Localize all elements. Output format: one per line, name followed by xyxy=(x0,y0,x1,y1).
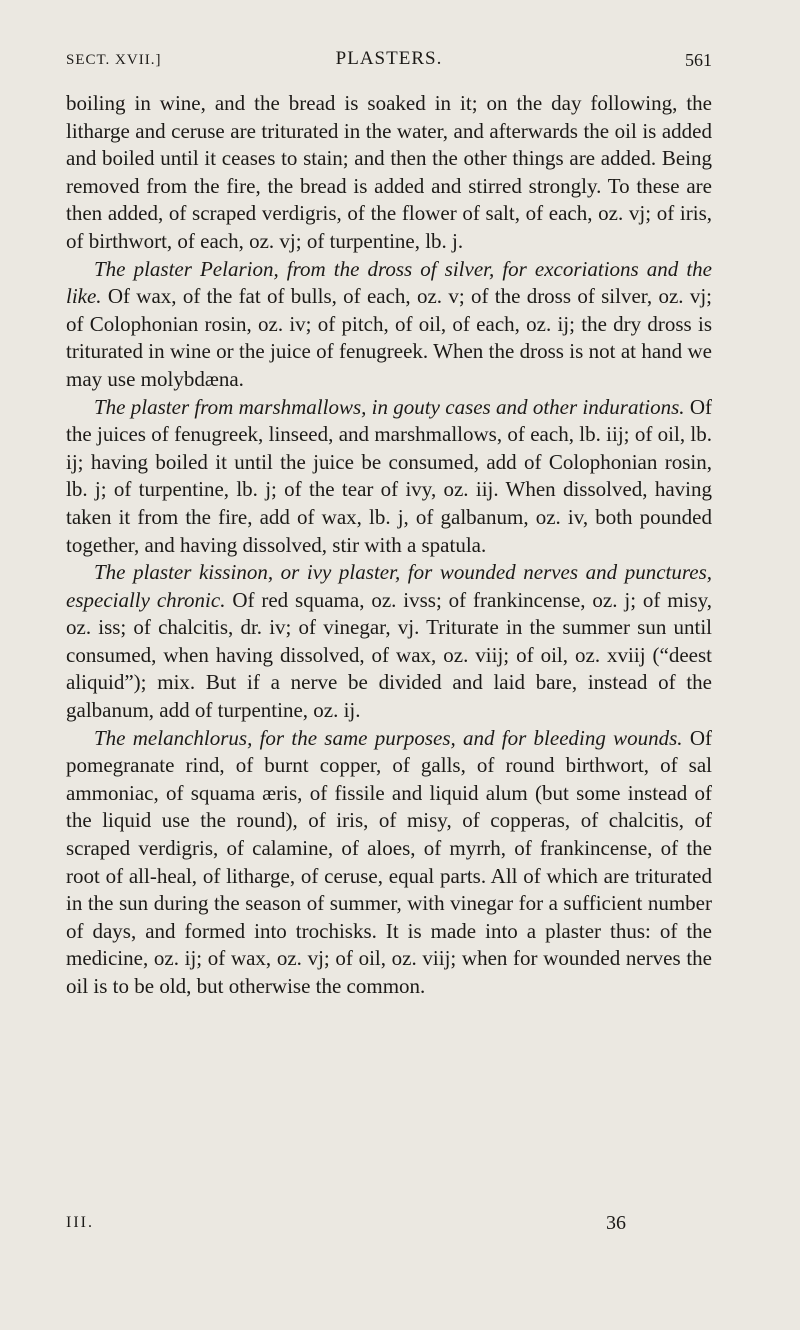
paragraph-text: Of the juices of fenugreek, linseed, and marshmallows, of each, lb. iij; of oil, lb. ij; having boiled it until the juice be consumed, add of Colophonian rosin, lb. j; of turpentine, lb. j; of the tear of ivy, oz. iij. When dissolved, having taken it from the fire, add of wax, lb. j, of galbanum, oz. iv, both pounded together, and having dissolved, stir with a spatula. xyxy=(66,394,712,557)
paragraph xyxy=(66,725,712,1001)
sheet-number: 36 xyxy=(606,1212,626,1234)
page-body xyxy=(66,90,712,1001)
paragraph-heading: The plaster from marshmallows, in gouty cases and other indurations. xyxy=(94,394,685,419)
paragraph-text: boiling in wine, and the bread is soaked in it; on the day following, the litharge and ceruse are triturated in the water, and afterwards the oil is added and boiled until it ceases to stain; and then the other things are added. Being removed from the fire, the bread is added and stirred strongly. To these are then added, of scraped verdigris, of the flower of salt, of each, oz. vj; of iris, of birthwort, of each, oz. vj; of turpentine, lb. j. xyxy=(66,91,712,253)
paragraph xyxy=(66,90,712,256)
paragraph-heading: The melanchlorus, for the same purposes, and for bleeding wounds. xyxy=(94,725,683,750)
paragraph-text: Of pomegranate rind, of burnt copper, of galls, of round birthwort, of sal ammoniac, of squama æris, of fissile and liquid alum (but some instead of the liquid use the round), of iris, of misy, of copperas, of chalcitis, of scraped verdigris, of calamine, of aloes, of myrrh, of frankincense, of the root of all-heal, of litharge, of ceruse, equal parts. All of which are triturated in the sun during the season of summer, with vinegar for a sufficient number of days, and formed into trochisks. It is made into a plaster thus: of the medicine, oz. ij; of wax, oz. vj; of oil, oz. viij; when for wounded nerves the oil is to be old, but otherwise the common. xyxy=(66,725,712,998)
paragraph-heading: The plaster kissinon, or ivy plaster, for wounded nerves and punctures, especially chronic. xyxy=(66,560,712,612)
paragraph xyxy=(66,559,712,725)
paragraph xyxy=(66,394,712,560)
paragraph xyxy=(66,256,712,394)
paragraph-text: Of wax, of the fat of bulls, of each, oz. v; of the dross of silver, oz. vj; of Colophonian rosin, oz. iv; of pitch, of oil, of each, oz. ij; the dry dross is triturated in wine or the juice of fenugreek. When the dross is not at hand we may use molybdæna. xyxy=(66,284,712,391)
page-number: 561 xyxy=(685,50,712,70)
paragraph-heading: The plaster Pelarion, from the dross of silver, for excoriations and the like. xyxy=(66,256,712,309)
page-footer xyxy=(66,1212,712,1240)
running-header xyxy=(66,48,712,76)
paragraph-text: Of red squama, oz. ivss; of frankincense, oz. j; of misy, oz. iss; of chalcitis, dr. iv; of vinegar, vj. Triturate in the summer sun until consumed, when having dissolved, of wax, oz. viij; of oil, oz. xviij (“deest aliquid”); mix. But if a nerve be divided and laid bare, instead of the galbanum, add of turpentine, oz. ij. xyxy=(66,587,712,723)
section-reference: SECT. XVII.] xyxy=(66,52,162,68)
page-title: PLASTERS. xyxy=(335,48,443,69)
signature-mark: III. xyxy=(66,1214,94,1231)
